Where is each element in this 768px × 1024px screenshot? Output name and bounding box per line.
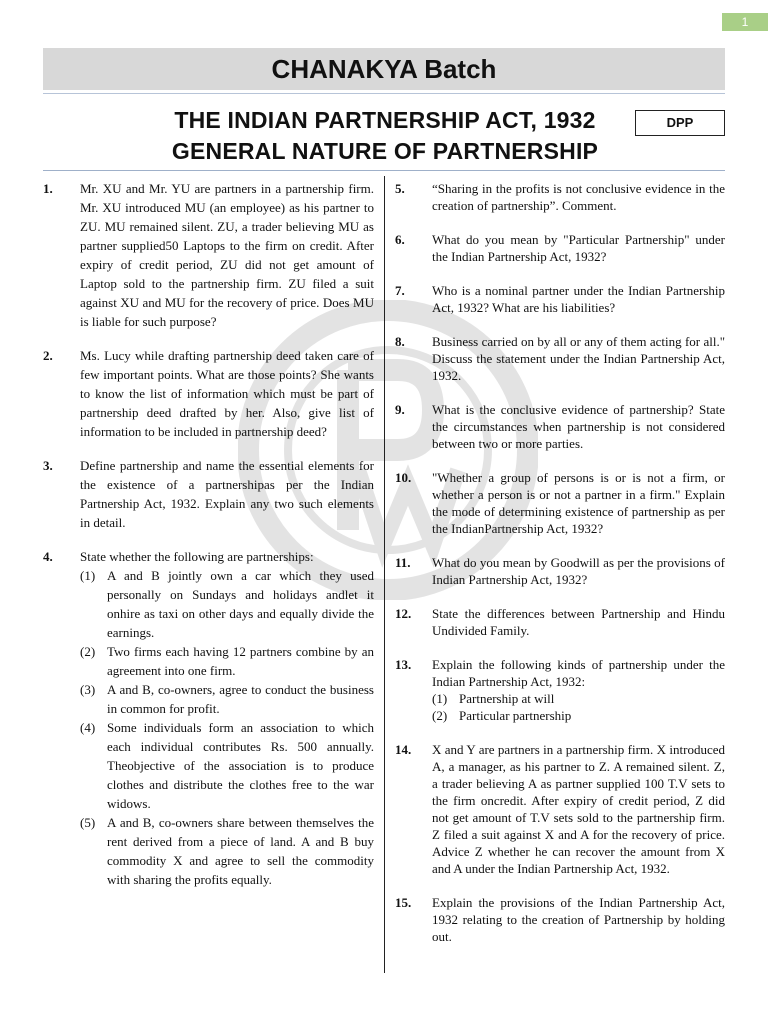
question-number: 15. bbox=[395, 895, 412, 910]
question-text: Who is a nominal partner under the Indian Partnership Act, 1932? What are his liabilities? bbox=[432, 283, 725, 315]
sub-item-number: (2) bbox=[80, 644, 96, 659]
sub-item-number: (3) bbox=[80, 682, 96, 697]
question-3 bbox=[43, 456, 374, 532]
question-text: What do you mean by "Particular Partnership" under the Indian Partnership Act, 1932? bbox=[432, 232, 725, 264]
question-number: 11. bbox=[395, 555, 411, 570]
question-text: State whether the following are partnerships: bbox=[80, 549, 314, 564]
question-text: Explain the provisions of the Indian Partnership Act, 1932 relating to the creation of Partnership by holding out. bbox=[432, 895, 725, 944]
title-line-act: THE INDIAN PARTNERSHIP ACT, 1932 bbox=[174, 107, 596, 133]
question-text: What is the conclusive evidence of partnership? State the circumstances when partnership is not considered between two or more parties. bbox=[432, 402, 725, 451]
question-number: 14. bbox=[395, 742, 412, 757]
question-5 bbox=[395, 180, 725, 214]
question-14 bbox=[395, 741, 725, 877]
question-text: X and Y are partners in a partnership firm. X introduced A, a manager, as his partner to Z. A remained silent. Z, a trader believing A as partner supplied 100 T.V sets to the firm oncredit. After expiry of credit period, Z did not get amount of T.V sets sold to the partnership firm. Z filed a suit against X and A for the recovery of price. Advice Z whether he can recover the amount from X and A under the Indian Partnership Act, 1932. bbox=[432, 742, 725, 876]
document-title bbox=[140, 105, 630, 167]
question-11 bbox=[395, 554, 725, 588]
question-number: 8. bbox=[395, 334, 405, 349]
sub-item-number: (4) bbox=[80, 720, 96, 735]
column-divider bbox=[384, 176, 385, 973]
question-text: "Whether a group of persons is or is not a firm, or whether a person is or not a partner in a firm." Explain the mode of determining existence of partnership as per the IndianPartnership Act, 1932? bbox=[432, 470, 725, 536]
question-text: Ms. Lucy while drafting partnership deed taken care of few important points. What are those points? She wants to know the list of information which must be part of partnership deed drafted by her. Also, give list of information to be included in partnership deed? bbox=[80, 348, 374, 439]
question-text: What do you mean by Goodwill as per the provisions of Indian Partnership Act, 1932? bbox=[432, 555, 725, 587]
question-9 bbox=[395, 401, 725, 452]
page-number-badge: 1 bbox=[722, 13, 768, 31]
sub-item-text: A and B, co-owners, agree to conduct the business in common for profit. bbox=[107, 682, 374, 716]
question-1 bbox=[43, 179, 374, 331]
sub-item bbox=[432, 690, 725, 707]
question-12 bbox=[395, 605, 725, 639]
sub-item bbox=[80, 718, 374, 813]
question-8 bbox=[395, 333, 725, 384]
question-text: State the differences between Partnership and Hindu Undivided Family. bbox=[432, 606, 725, 638]
question-text: Define partnership and name the essential elements for the existence of a partnershipas per the Indian Partnership Act, 1932. Explain any two such elements in detail. bbox=[80, 458, 374, 530]
question-number: 5. bbox=[395, 181, 405, 196]
question-number: 7. bbox=[395, 283, 405, 298]
question-number: 6. bbox=[395, 232, 405, 247]
question-text: Business carried on by all or any of them acting for all." Discuss the statement under the Indian Partnership Act, 1932. bbox=[432, 334, 725, 383]
sub-item-text: A and B, co-owners share between themselves the rent derived from a piece of land. A and B buy commodity X and agree to sell the commodity with sharing the profits equally. bbox=[107, 815, 374, 887]
sub-item-number: (1) bbox=[80, 568, 96, 583]
question-number: 13. bbox=[395, 657, 412, 672]
sub-item bbox=[80, 566, 374, 642]
question-10 bbox=[395, 469, 725, 537]
question-number: 9. bbox=[395, 402, 405, 417]
sub-item-text: Particular partnership bbox=[459, 708, 572, 723]
banner-divider bbox=[43, 93, 725, 94]
sub-item-text: Two firms each having 12 partners combine by an agreement into one firm. bbox=[107, 644, 374, 678]
sub-item-number: (2) bbox=[432, 708, 448, 723]
sub-item-text: Partnership at will bbox=[459, 691, 555, 706]
question-number: 4. bbox=[43, 549, 53, 564]
sub-item bbox=[80, 813, 374, 889]
question-7 bbox=[395, 282, 725, 316]
question-number: 3. bbox=[43, 458, 53, 473]
question-number: 1. bbox=[43, 181, 53, 196]
sub-item bbox=[80, 642, 374, 680]
question-text: Mr. XU and Mr. YU are partners in a partnership firm. Mr. XU introduced MU (an employee) as his partner to ZU. MU remained silent. ZU, a trader believing MU as partner supplied50 Laptops to the firm on credit. After expiry of credit period, ZU did not get amount of Laptop sold to the partnership firm. ZU filed a suit against XU and MU for the recovery of price. Does MU is liable for such purpose? bbox=[80, 181, 374, 329]
sub-item bbox=[80, 680, 374, 718]
title-divider bbox=[43, 170, 725, 171]
sub-item-number: (5) bbox=[80, 815, 96, 830]
sub-item-text: Some individuals form an association to which each individual contributes Rs. 500 annually. Theobjective of the association is to produce clothes and distribute the clothes free to the war widows. bbox=[107, 720, 374, 811]
question-number: 2. bbox=[43, 348, 53, 363]
sub-item-text: A and B jointly own a car which they used personally on Sundays and holidays andlet it onhire as taxi on other days and equally divide the earnings. bbox=[107, 568, 374, 640]
sub-item bbox=[432, 707, 725, 724]
left-column bbox=[43, 179, 374, 904]
dpp-label: DPP bbox=[635, 110, 725, 136]
right-column bbox=[395, 180, 725, 962]
title-line-topic: GENERAL NATURE OF PARTNERSHIP bbox=[171, 138, 599, 164]
question-text: Explain the following kinds of partnership under the Indian Partnership Act, 1932: bbox=[432, 657, 725, 689]
question-text: “Sharing in the profits is not conclusive evidence in the creation of partnership”. Comment. bbox=[432, 181, 725, 213]
question-4 bbox=[43, 547, 374, 889]
batch-title: CHANAKYA Batch bbox=[43, 48, 725, 90]
sub-item-number: (1) bbox=[432, 691, 448, 706]
question-2 bbox=[43, 346, 374, 441]
question-13 bbox=[395, 656, 725, 724]
question-number: 10. bbox=[395, 470, 412, 485]
question-15 bbox=[395, 894, 725, 945]
question-number: 12. bbox=[395, 606, 412, 621]
question-6 bbox=[395, 231, 725, 265]
